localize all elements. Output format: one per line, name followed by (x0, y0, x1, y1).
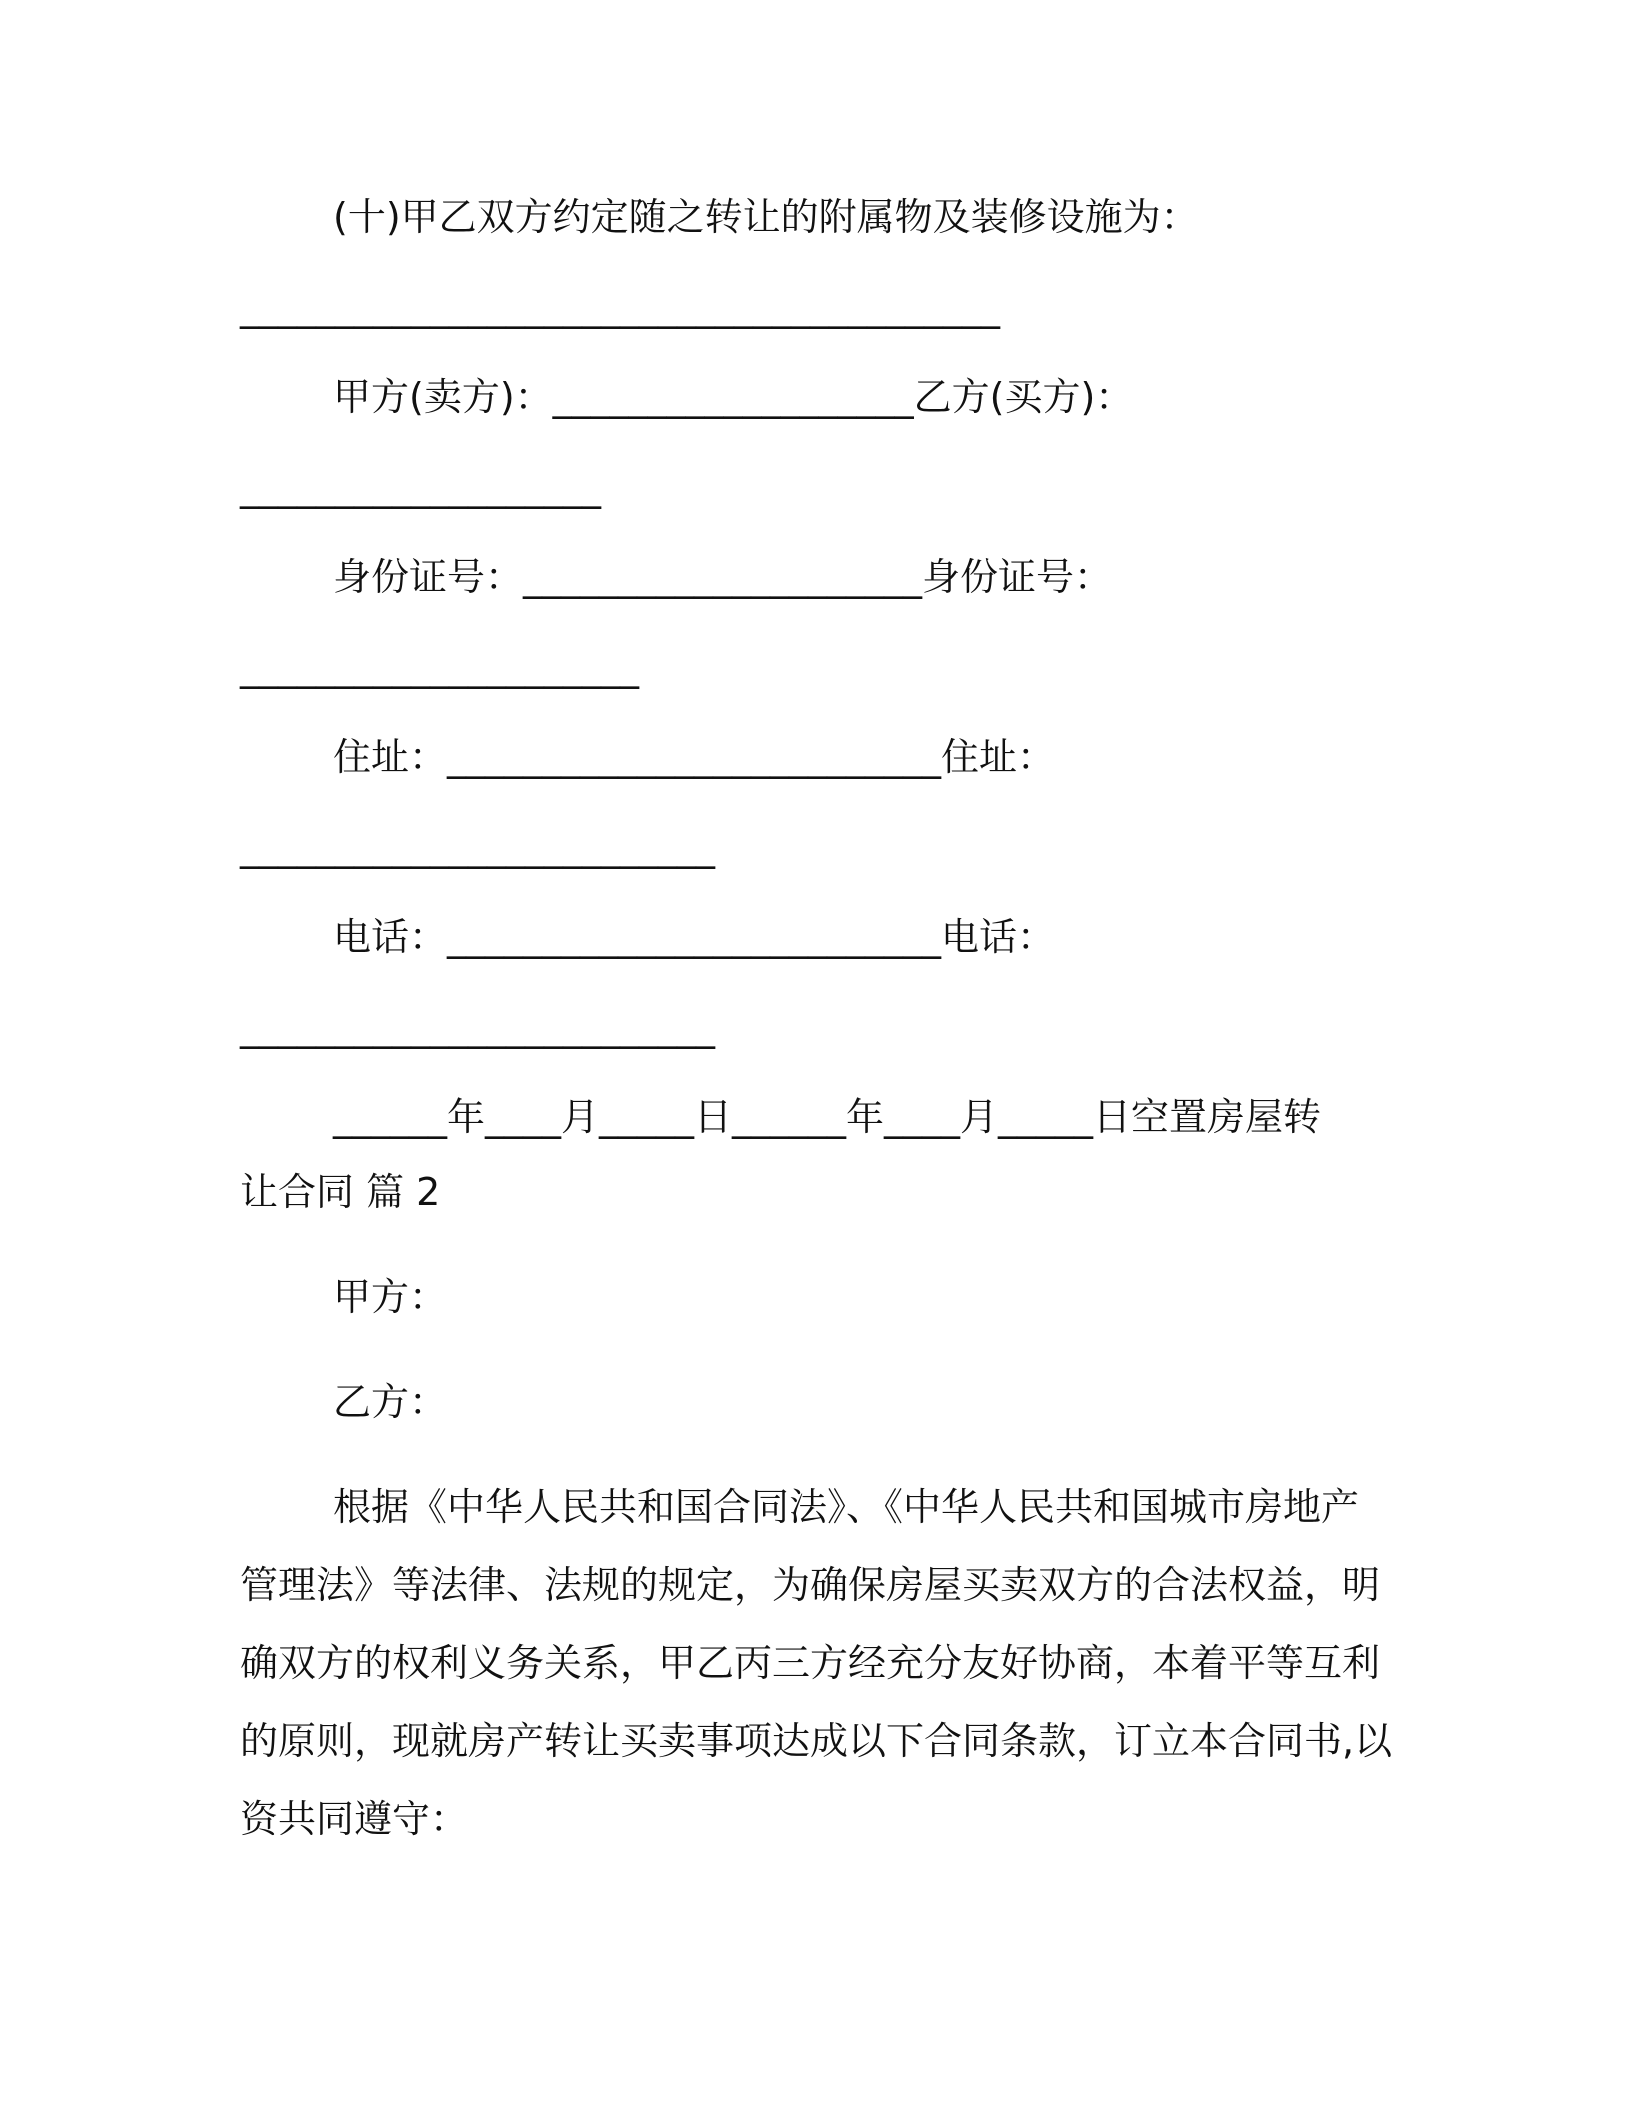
fixtures-heading: (十)甲乙双方约定随之转让的附属物及装修设施为： (333, 195, 1199, 239)
party-signature-blank: ___________________ (240, 465, 601, 509)
date-line: ______年____月_____日______年____月_____日空置房屋转 (333, 1095, 1322, 1139)
party-b-label: 乙方： (333, 1380, 448, 1424)
id-number-blank: _____________________ (240, 645, 639, 689)
intro-paragraph-line: 确双方的权利义务关系，甲乙丙三方经充分友好协商，本着平等互利 (240, 1641, 1381, 1685)
intro-paragraph-line: 的原则，现就房产转让买卖事项达成以下合同条款，订立本合同书,以 (240, 1719, 1393, 1763)
phone-line: 电话：__________________________电话： (333, 915, 1056, 959)
intro-paragraph-line: 根据《中华人民共和国合同法》、《中华人民共和国城市房地产 (333, 1485, 1360, 1529)
address-line: 住址：__________________________住址： (333, 735, 1056, 779)
intro-paragraph-line: 资共同遵守： (240, 1797, 469, 1841)
address-blank: _________________________ (240, 825, 715, 869)
party-a-label: 甲方： (333, 1275, 448, 1319)
date-line-continued: 让合同 篇 2 (240, 1170, 441, 1214)
id-number-line: 身份证号：_____________________身份证号： (333, 555, 1113, 599)
phone-blank: _________________________ (240, 1005, 715, 1049)
fixtures-blank: ________________________________________ (240, 285, 1000, 329)
intro-paragraph-line: 管理法》等法律、法规的规定，为确保房屋买卖双方的合法权益，明 (240, 1563, 1381, 1607)
party-signature-line: 甲方(卖方)：___________________乙方(买方)： (333, 375, 1134, 419)
